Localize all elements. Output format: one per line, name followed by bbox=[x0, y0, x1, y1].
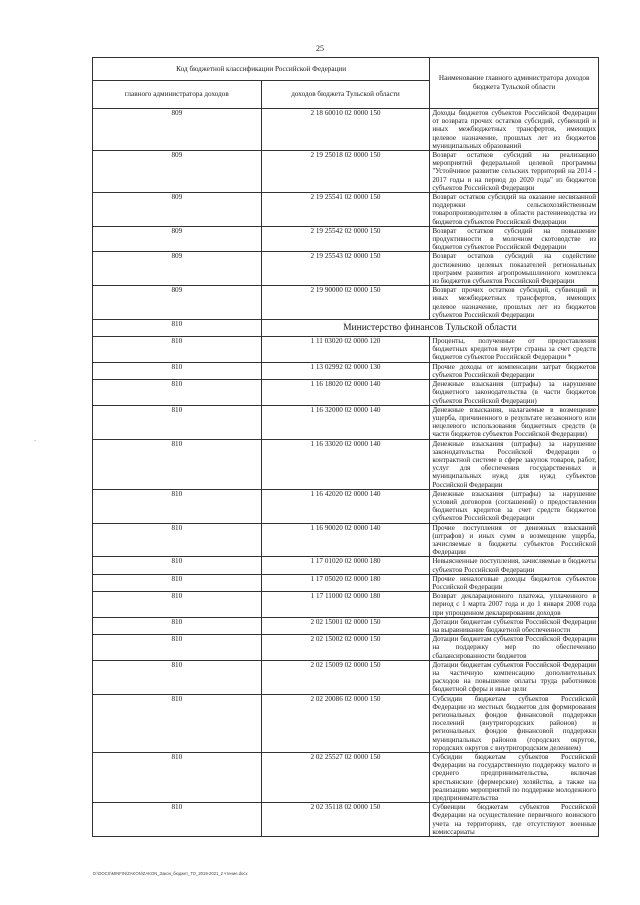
file-path-footer: D:\DOCS\MINFIN\ZAKON\ZAKON_Закон_бюджет_ТО_2019-2021_2 чтение.docx bbox=[93, 871, 248, 876]
income-name-cell: Возврат остатков субсидий на реализацию мероприятий федеральной целевой программы "Устойчивое развитие сельских территорий на 2014 - 2017 годы и на период до 2020 года" из бюджетов субъектов Российской Федерации bbox=[430, 151, 599, 193]
income-code-cell: 2 18 60010 02 0000 150 bbox=[261, 109, 430, 151]
income-name-cell: Субсидии бюджетам субъектов Российской Федерации из местных бюджетов для формирования региональных фондов финансовой поддержки поселений (внутригородских районов) и региональных фондов финансовой поддержки муниципальных районов (городских округов, городских округов с внутригородским делением) bbox=[430, 694, 599, 752]
admin-code-cell: 810 bbox=[93, 405, 262, 439]
income-code-cell: 1 16 42020 02 0000 140 bbox=[261, 489, 430, 523]
admin-code-cell: 810 bbox=[93, 489, 262, 523]
table-row bbox=[93, 286, 599, 320]
income-name-cell: Проценты, полученные от предоставления бюджетных кредитов внутри страны за счет средств бюджетов субъектов Российской Федерации * bbox=[430, 337, 599, 363]
income-code-cell: 1 13 02992 02 0000 130 bbox=[261, 362, 430, 379]
table-row bbox=[93, 405, 599, 439]
income-name-cell: Дотации бюджетам субъектов Российской Федерации на частичную компенсацию дополнительных расходов на повышение оплаты труда работников бюджетной сферы и иные цели bbox=[430, 660, 599, 694]
admin-code-cell: 810 bbox=[93, 694, 262, 752]
income-name-cell: Денежные взыскания, налагаемые в возмещение ущерба, причиненного в результате незаконного или нецелевого использования бюджетных средств (в части бюджетов субъектов Российской Федерации) bbox=[430, 405, 599, 439]
margin-mark: - bbox=[34, 438, 36, 444]
table-row bbox=[93, 151, 599, 193]
admin-code-cell: 809 bbox=[93, 286, 262, 320]
income-code-cell: 1 16 32000 02 0000 140 bbox=[261, 405, 430, 439]
admin-code-cell: 810 bbox=[93, 617, 262, 634]
admin-code-cell: 810 bbox=[93, 660, 262, 694]
section-row bbox=[93, 320, 599, 337]
table-row bbox=[93, 439, 599, 489]
table-row bbox=[93, 617, 599, 634]
table-row bbox=[93, 635, 599, 661]
header-classification: Код бюджетной классификации Российской Федерации bbox=[93, 58, 430, 81]
admin-code-cell: 809 bbox=[93, 226, 262, 252]
income-name-cell: Денежные взыскания (штрафы) за нарушение законодательства Российской Федерации о контрактной системе в сфере закупок товаров, работ, услуг для обеспечения государственных и муниципальных нужд для нужд субъектов Российской Федерации bbox=[430, 439, 599, 489]
header-admin: главного администратора доходов bbox=[93, 81, 262, 109]
admin-code-cell: 810 bbox=[93, 320, 262, 337]
income-name-cell: Прочие доходы от компенсации затрат бюджетов субъектов Российской Федерации bbox=[430, 362, 599, 379]
table-row bbox=[93, 193, 599, 227]
table-row bbox=[93, 362, 599, 379]
page-number: 25 bbox=[316, 44, 324, 53]
table-row bbox=[93, 803, 599, 837]
income-name-cell: Денежные взыскания (штрафы) за нарушение условий договоров (соглашений) о предоставлении бюджетных кредитов за счет средств бюджетов субъектов Российской Федерации bbox=[430, 489, 599, 523]
table-row bbox=[93, 226, 599, 252]
table-row bbox=[93, 694, 599, 752]
table-row bbox=[93, 109, 599, 151]
table-row bbox=[93, 380, 599, 406]
admin-code-cell: 810 bbox=[93, 557, 262, 574]
income-code-cell: 2 02 15001 02 0000 150 bbox=[261, 617, 430, 634]
income-name-cell: Субсидии бюджетам субъектов Российской Федерации на государственную поддержку малого и среднего предпринимательства, включая крестьянские (фермерские) хозяйства, а также на реализацию мероприятий по поддержке молодежного предпринимательства bbox=[430, 753, 599, 803]
income-code-cell: 1 16 18020 02 0000 140 bbox=[261, 380, 430, 406]
table-row bbox=[93, 574, 599, 591]
header-code: доходов бюджета Тульской области bbox=[261, 81, 430, 109]
admin-code-cell: 809 bbox=[93, 193, 262, 227]
income-name-cell: Субвенции бюджетам субъектов Российской Федерации на осуществление первичного воинского учета на территориях, где отсутствуют военные комиссариаты bbox=[430, 803, 599, 837]
income-code-cell: 2 02 25527 02 0000 150 bbox=[261, 753, 430, 803]
income-code-cell: 2 02 15009 02 0000 150 bbox=[261, 660, 430, 694]
income-name-cell: Возврат прочих остатков субсидий, субвенций и иных межбюджетных трансфертов, имеющих целевое назначение, прошлых лет из бюджетов субъектов Российской Федерации bbox=[430, 286, 599, 320]
income-name-cell: Невыясненные поступления, зачисляемые в бюджеты субъектов Российской Федерации bbox=[430, 557, 599, 574]
income-name-cell: Возврат остатков субсидий на оказание несвязанной поддержки сельскохозяйственным товаропроизводителям в области растениеводства из бюджетов субъектов Российской Федерации bbox=[430, 193, 599, 227]
income-code-cell: 2 19 25543 02 0000 150 bbox=[261, 252, 430, 286]
income-name-cell: Прочие поступления от денежных взысканий (штрафов) и иных сумм в возмещение ущерба, зачисляемые в бюджеты субъектов Российской Федерации bbox=[430, 523, 599, 557]
income-administrators-table bbox=[92, 57, 599, 837]
admin-code-cell: 810 bbox=[93, 362, 262, 379]
table-row bbox=[93, 753, 599, 803]
income-code-cell: 1 17 11000 02 0000 180 bbox=[261, 592, 430, 618]
table-row bbox=[93, 489, 599, 523]
income-code-cell: 1 17 01020 02 0000 180 bbox=[261, 557, 430, 574]
income-code-cell: 2 19 25018 02 0000 150 bbox=[261, 151, 430, 193]
admin-code-cell: 810 bbox=[93, 523, 262, 557]
income-name-cell: Дотации бюджетам субъектов Российской Федерации на поддержку мер по обеспечению сбалансированности бюджетов bbox=[430, 635, 599, 661]
income-name-cell: Дотации бюджетам субъектов Российской Федерации на выравнивание бюджетной обеспеченности bbox=[430, 617, 599, 634]
admin-code-cell: 810 bbox=[93, 753, 262, 803]
admin-code-cell: 810 bbox=[93, 380, 262, 406]
income-code-cell: 1 17 05020 02 0000 180 bbox=[261, 574, 430, 591]
income-name-cell: Возврат остатков субсидий на содействие достижению целевых показателей региональных программ развития агропромышленного комплекса из бюджетов субъектов Российской Федерации bbox=[430, 252, 599, 286]
income-code-cell: 1 16 90020 02 0000 140 bbox=[261, 523, 430, 557]
admin-code-cell: 810 bbox=[93, 592, 262, 618]
income-name-cell: Возврат декларационного платежа, уплаченного в период с 1 марта 2007 года и до 1 января 2008 года при упрощенном декларировании доходов bbox=[430, 592, 599, 618]
income-code-cell: 1 16 33020 02 0000 140 bbox=[261, 439, 430, 489]
table-row bbox=[93, 337, 599, 363]
admin-code-cell: 809 bbox=[93, 151, 262, 193]
income-code-cell: 2 02 35118 02 0000 150 bbox=[261, 803, 430, 837]
table-row bbox=[93, 557, 599, 574]
admin-code-cell: 810 bbox=[93, 574, 262, 591]
income-code-cell: 2 19 25541 02 0000 150 bbox=[261, 193, 430, 227]
admin-code-cell: 810 bbox=[93, 439, 262, 489]
income-name-cell: Доходы бюджетов субъектов Российской Федерации от возврата прочих остатков субсидий, субвенций и иных межбюджетных трансфертов, имеющих целевое назначение, прошлых лет из бюджетов муниципальных образований bbox=[430, 109, 599, 151]
table-row bbox=[93, 660, 599, 694]
admin-code-cell: 809 bbox=[93, 252, 262, 286]
income-code-cell: 2 19 25542 02 0000 150 bbox=[261, 226, 430, 252]
income-name-cell: Возврат остатков субсидий на повышение продуктивности в молочном скотоводстве из бюджетов субъектов Российской Федерации bbox=[430, 226, 599, 252]
admin-code-cell: 810 bbox=[93, 337, 262, 363]
table-row bbox=[93, 523, 599, 557]
income-code-cell: 2 02 20086 02 0000 150 bbox=[261, 694, 430, 752]
admin-code-cell: 810 bbox=[93, 803, 262, 837]
table-row bbox=[93, 592, 599, 618]
income-name-cell: Денежные взыскания (штрафы) за нарушение бюджетного законодательства (в части бюджетов субъектов Российской Федерации) bbox=[430, 380, 599, 406]
table-row bbox=[93, 252, 599, 286]
income-code-cell: 2 19 90000 02 0000 150 bbox=[261, 286, 430, 320]
income-code-cell: 1 11 03020 02 0000 120 bbox=[261, 337, 430, 363]
header-name: Наименование главного администратора доходов бюджета Тульской области bbox=[430, 58, 599, 109]
income-name-cell: Прочие неналоговые доходы бюджетов субъектов Российской Федерации bbox=[430, 574, 599, 591]
section-title: Министерство финансов Тульской области bbox=[261, 320, 598, 337]
income-code-cell: 2 02 15002 02 0000 150 bbox=[261, 635, 430, 661]
admin-code-cell: 809 bbox=[93, 109, 262, 151]
admin-code-cell: 810 bbox=[93, 635, 262, 661]
